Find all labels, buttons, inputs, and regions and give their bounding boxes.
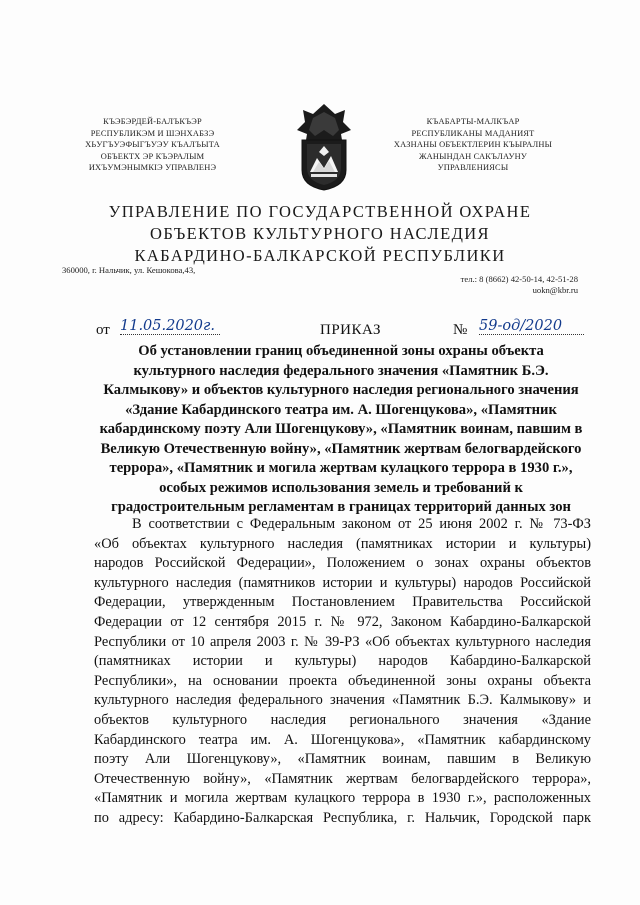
subject-line: культурного наследия федерального значения «Памятник Б.Э.: [133, 362, 549, 379]
body-line: Федерации, утвержденным Постановлением Правительства Российской: [94, 594, 591, 611]
body-line: объектов культурного наследия регионального значения «Здание: [94, 711, 591, 728]
phone-numbers: тел.: 8 (8662) 42-50-14, 42-51-28: [460, 274, 578, 284]
date-label: от: [96, 322, 110, 338]
agency-title-line: КАБАРДИНО-БАЛКАРСКОЙ РЕСПУБЛИКИ: [134, 246, 506, 265]
body-line: народов Российской Федерации», Положением о зонах охраны объектов: [94, 555, 591, 572]
order-number-handwritten: 59-од/2020: [479, 318, 584, 335]
subject-line: особых режимов использования земель и требований к: [159, 479, 523, 496]
order-date-handwritten: 11.05.2020г.: [120, 318, 220, 335]
subject-line: Калмыкову» и объектов культурного наследия регионального значения: [103, 382, 579, 398]
body-line: по адресу: Кабардино-Балкарская Республика, г. Нальчик, Городской парк: [94, 809, 591, 826]
subject-line: террора», «Памятник и могила жертвам кулацкого террора в 1930 г.»,: [109, 460, 573, 476]
header-right-line: КЪАБАРТЫ-МАЛКЪАР: [426, 117, 520, 126]
order-header: [0, 320, 640, 342]
agency-title: [60, 201, 580, 267]
header-right-line: РЕСПУБЛИКАНЫ МАДАНИЯТ: [411, 128, 535, 138]
agency-title-line: ОБЪЕКТОВ КУЛЬТУРНОГО НАСЛЕДИЯ: [150, 224, 490, 243]
header-left-line: ОБЪЕКТХ ЭР КЪЭРАЛЫМ: [100, 151, 205, 161]
body-line: В соответствии с Федеральным законом от 25 июня 2002 г. № 73-ФЗ: [132, 516, 591, 532]
subject-line: кабардинскому поэту Али Шогенцукову», «Памятник воинам, павшим в: [99, 421, 583, 437]
email-address: uokn@kbr.ru: [532, 285, 578, 295]
body-line: Республики», на основании проекта объединенной зоны охраны объекта: [94, 672, 591, 689]
header-left-kabardian: [70, 116, 235, 174]
header-right-balkar: [388, 116, 558, 174]
order-body-text: [94, 515, 591, 829]
agency-contacts: [428, 274, 578, 296]
body-line: поэту Али Шогенцукову», «Памятник воинам, павшим в Великую: [94, 751, 591, 768]
agency-address: 360000, г. Нальчик, ул. Кешокова,43,: [62, 265, 196, 275]
subject-line: градостроительным регламентам в границах территорий данных зон: [111, 499, 571, 515]
header-right-line: УПРАВЛЕНИЯСЫ: [437, 163, 509, 173]
subject-line: Об установлении границ объединенной зоны охраны объекта: [138, 343, 544, 359]
body-line: Отечественную войну», «Памятник жертвам белогвардейского террора»,: [94, 770, 591, 787]
order-subject: [92, 342, 590, 518]
body-line: (памятниках истории и культуры) народов Кабардино-Балкарской: [94, 653, 591, 670]
order-title: ПРИКАЗ: [320, 322, 381, 338]
header-left-line: ХЬУГЪУЭФЫГЪУЭУ КЪАЛЪЫТА: [85, 140, 220, 150]
body-line: «Памятник и могила жертвам кулацкого террора в 1930 г.», расположенных: [94, 790, 591, 807]
body-line: Кабардинского театра им. А. Шогенцукова», «Памятник кабардинскому: [94, 731, 591, 748]
header-right-line: ЖАНЫНДАН САКЪЛАУНУ: [418, 151, 528, 161]
body-line: Республики от 10 апреля 2003 г. № 39-РЗ «Об объектах культурного наследия: [94, 633, 591, 650]
subject-line: Великую Отечественную войну», «Памятник жертвам белогвардейского: [100, 440, 582, 457]
subject-line: «Здание Кабардинского театра им. А. Шогенцукова», «Памятник: [125, 401, 557, 418]
agency-title-line: УПРАВЛЕНИЕ ПО ГОСУДАРСТВЕННОЙ ОХРАНЕ: [108, 202, 532, 221]
body-line: культурного наследия федерального значения «Памятник Б.Э. Калмыкову» и: [94, 692, 591, 709]
coat-of-arms-icon: [293, 100, 355, 192]
body-line: Федерации от 12 сентября 2015 г. № 972, Законом Кабардино-Балкарской: [94, 613, 591, 630]
body-line: культурного наследия (памятников истории и культуры) народов Российской: [94, 574, 591, 591]
header-left-line: ИХЪУМЭНЫМКIЭ УПРАВЛЕНЭ: [88, 163, 217, 173]
header-left-line: КЪЭБЭРДЕЙ-БАЛЪКЪЭР: [103, 117, 202, 126]
number-label: №: [453, 322, 468, 338]
header-right-line: ХАЗНАНЫ ОБЪЕКТЛЕРИН КЪЫРАЛНЫ: [393, 140, 553, 150]
body-line: «Об объектах культурного наследия (памятниках истории и культуры): [94, 535, 591, 552]
header-left-line: РЕСПУБЛИКЭМ И ШЭНХАБЗЭ: [90, 128, 215, 138]
